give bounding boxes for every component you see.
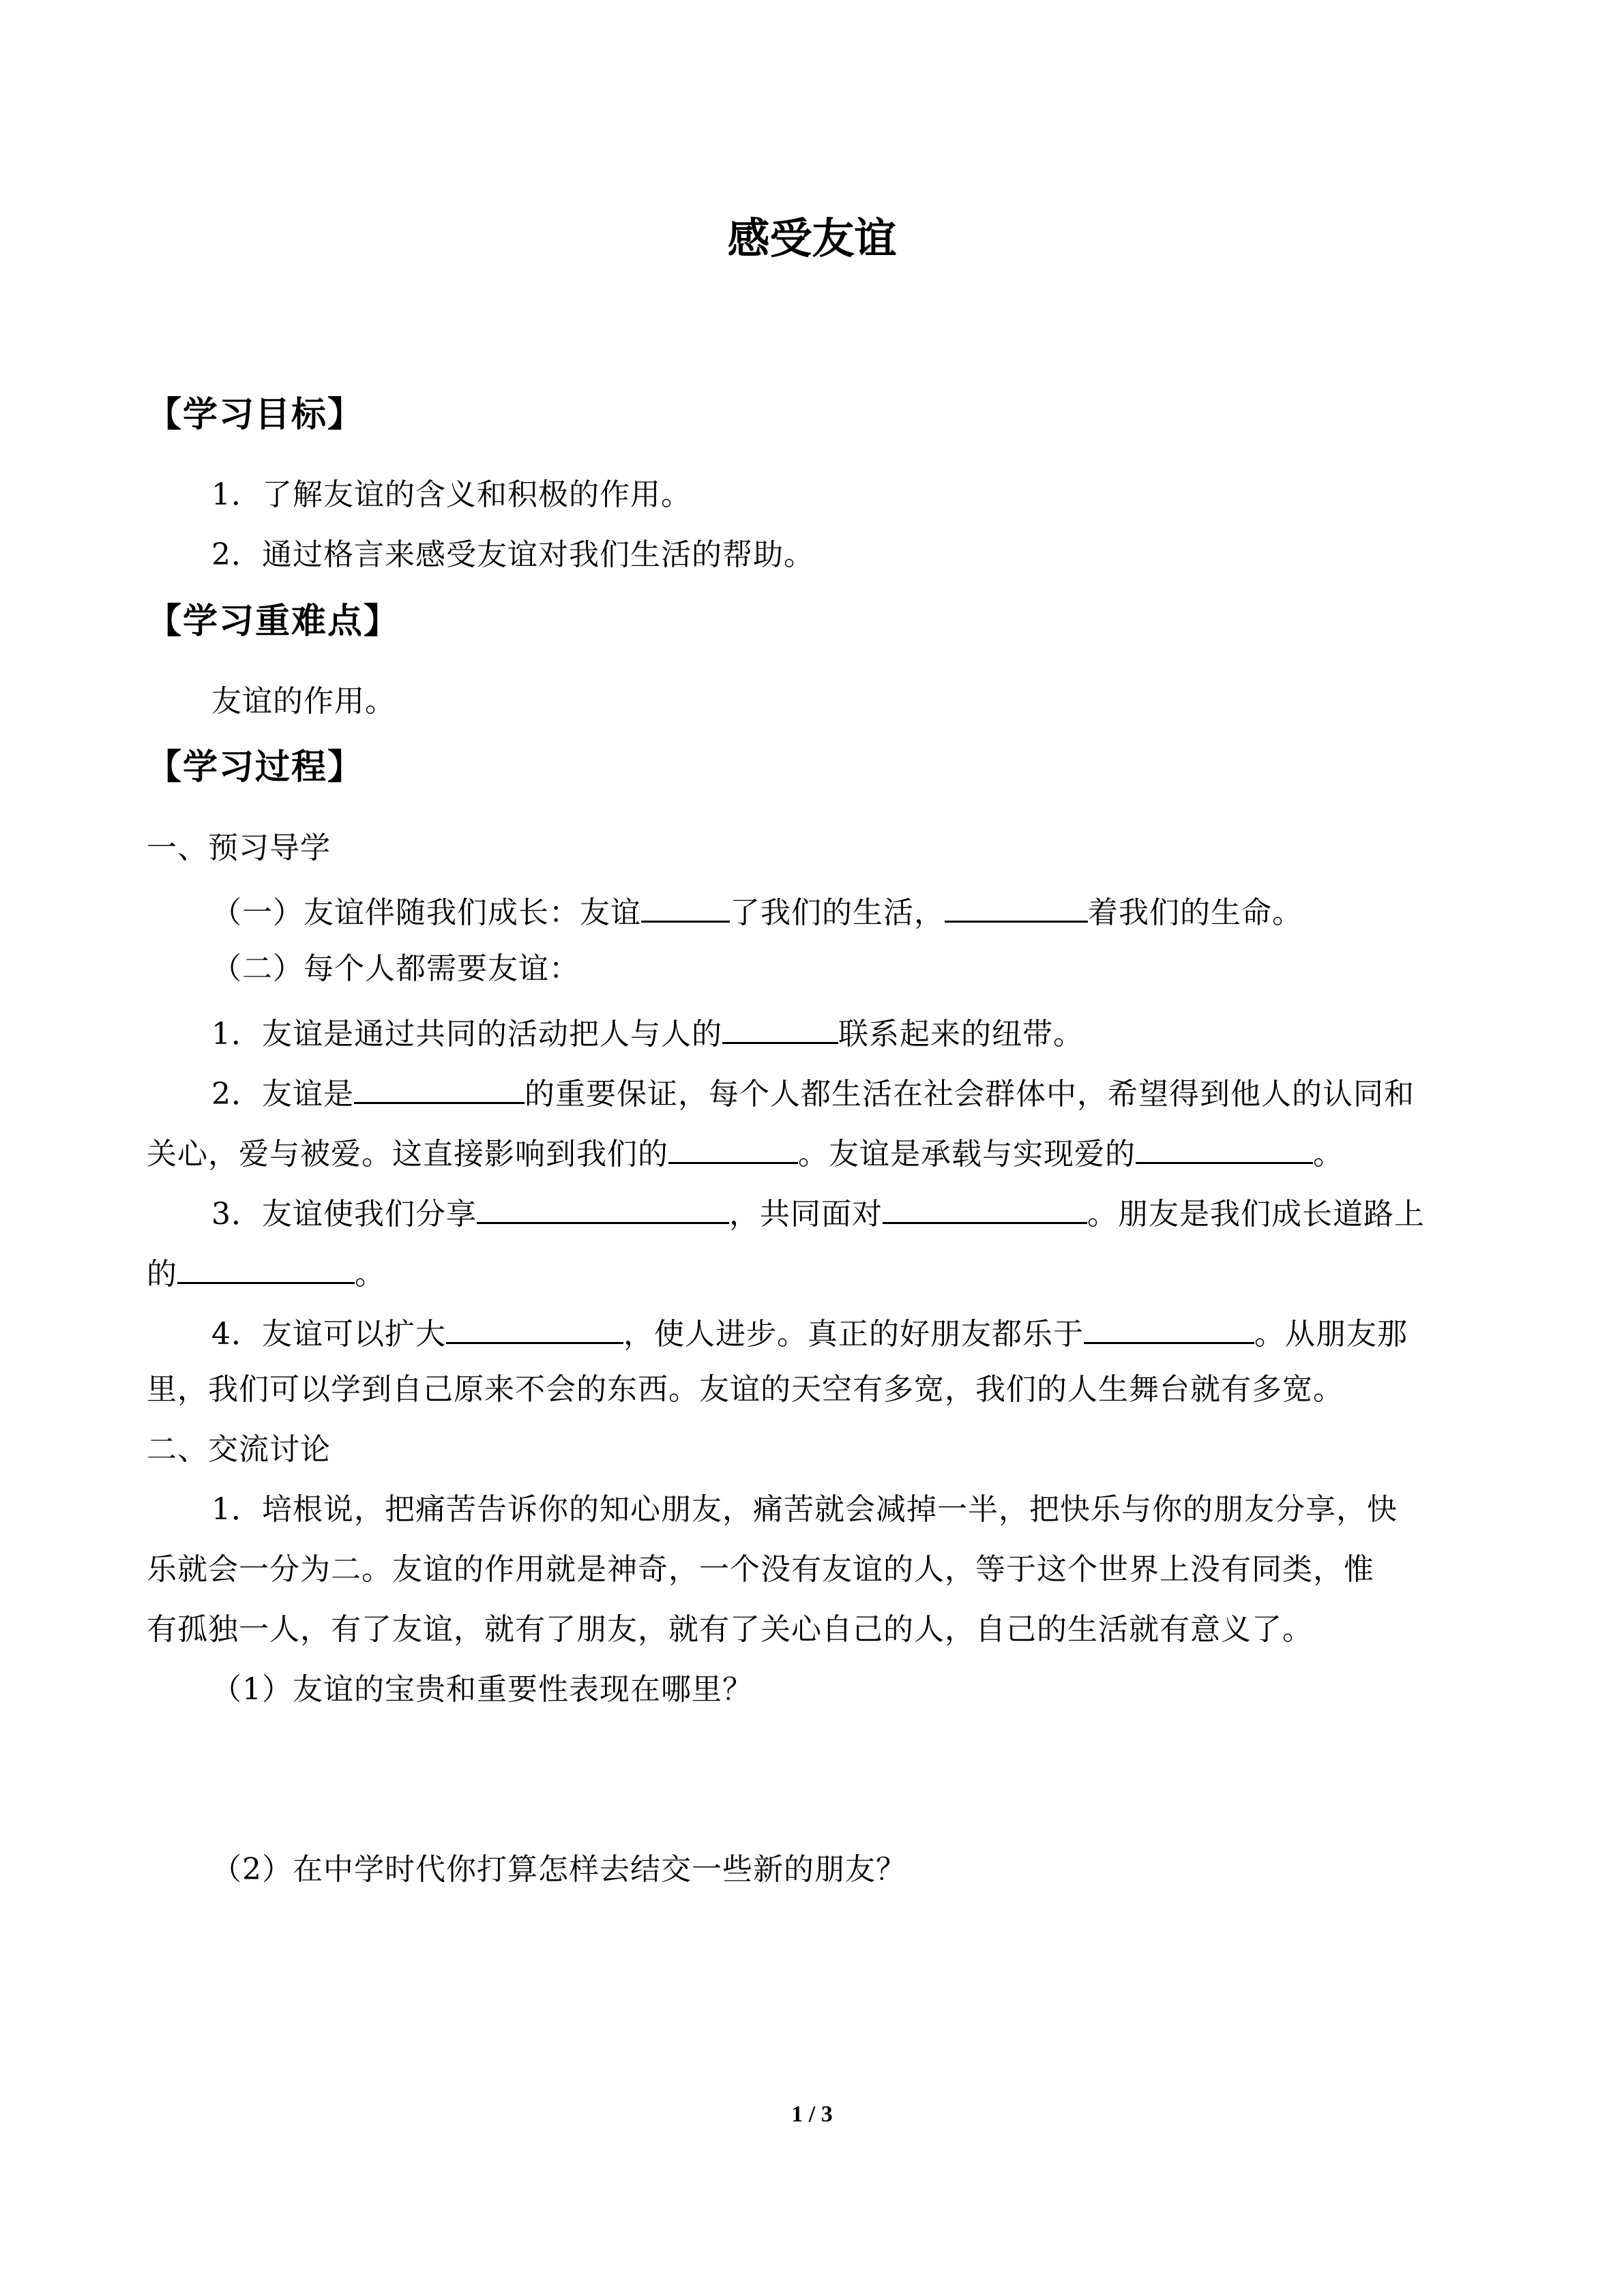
text-segment: 。从朋友那: [1254, 1317, 1408, 1352]
text-segment: 。朋友是我们成长道路上: [1087, 1197, 1425, 1232]
text-segment: 1．友谊是通过共同的活动把人与人的: [211, 1017, 722, 1052]
keypoint-item: 友谊的作用。: [211, 684, 396, 719]
question-1: [211, 1009, 1084, 1055]
objectives-heading: 【学习目标】: [147, 394, 364, 435]
text-segment: 的重要保证，每个人都生活在社会群体中，希望得到他人的认同和: [525, 1077, 1415, 1112]
question-3-line-1: [211, 1189, 1425, 1235]
question-4-line-1: [211, 1309, 1408, 1355]
preview-paragraph-1: [211, 888, 1303, 934]
fill-blank[interactable]: [883, 1189, 1087, 1224]
fill-blank[interactable]: [722, 1009, 838, 1044]
preview-heading: 一、预习导学: [147, 831, 331, 865]
text-segment: （一）友谊伴随我们成长：友谊: [211, 895, 641, 930]
text-segment: 着我们的生命。: [1088, 895, 1303, 930]
fill-blank[interactable]: [641, 888, 730, 923]
keypoints-heading: 【学习重难点】: [147, 601, 400, 642]
question-4-line-2: 里，我们可以学到自己原来不会的东西。友谊的天空有多宽，我们的人生舞台就有多宽。: [147, 1372, 1344, 1407]
question-3-line-2: [147, 1249, 385, 1295]
fill-blank[interactable]: [1136, 1129, 1313, 1164]
discussion-paragraph-line-2: 乐就会一分为二。友谊的作用就是神奇，一个没有友谊的人，等于这个世界上没有同类，惟: [147, 1552, 1374, 1587]
discussion-paragraph-line-3: 有孤独一人，有了友谊，就有了朋友，就有了关心自己的人，自己的生活就有意义了。: [147, 1612, 1313, 1647]
fill-blank[interactable]: [945, 888, 1088, 923]
discussion-paragraph-line-1: 1．培根说，把痛苦告诉你的知心朋友，痛苦就会减掉一半，把快乐与你的朋友分享，快: [211, 1492, 1398, 1527]
text-segment: 。: [1313, 1137, 1344, 1172]
page-number: 1 / 3: [791, 2102, 833, 2127]
preview-paragraph-2: （二）每个人都需要友谊：: [211, 951, 580, 986]
discussion-heading: 二、交流讨论: [147, 1432, 331, 1467]
discussion-question-1: （1）友谊的宝贵和重要性表现在哪里？: [211, 1672, 753, 1707]
text-segment: 了我们的生活，: [730, 895, 945, 930]
objective-item: 1．了解友谊的含义和积极的作用。: [211, 477, 692, 512]
text-segment: 2．友谊是: [211, 1077, 354, 1112]
text-segment: 关心，爱与被爱。这直接影响到我们的: [147, 1137, 668, 1172]
text-segment: ，使人进步。真正的好朋友都乐于: [623, 1317, 1084, 1352]
objective-item: 2．通过格言来感受友谊对我们生活的帮助。: [211, 537, 814, 572]
text-segment: 。: [355, 1257, 385, 1292]
text-segment: 联系起来的纽带。: [838, 1017, 1084, 1052]
discussion-question-2: （2）在中学时代你打算怎样去结交一些新的朋友？: [211, 1852, 906, 1887]
page-title: 感受友谊: [727, 213, 897, 263]
text-segment: ，共同面对: [729, 1197, 883, 1232]
text-segment: 3．友谊使我们分享: [211, 1197, 477, 1232]
text-segment: 4．友谊可以扩大: [211, 1317, 446, 1352]
fill-blank[interactable]: [354, 1069, 525, 1104]
question-2-line-2: [147, 1129, 1344, 1175]
fill-blank[interactable]: [446, 1309, 623, 1344]
fill-blank[interactable]: [1084, 1309, 1254, 1344]
text-segment: 的: [147, 1257, 177, 1292]
fill-blank[interactable]: [668, 1129, 798, 1164]
text-segment: 。友谊是承载与实现爱的: [798, 1137, 1136, 1172]
question-2-line-1: [211, 1069, 1415, 1115]
process-heading: 【学习过程】: [147, 747, 364, 788]
fill-blank[interactable]: [177, 1249, 355, 1284]
fill-blank[interactable]: [477, 1189, 729, 1224]
